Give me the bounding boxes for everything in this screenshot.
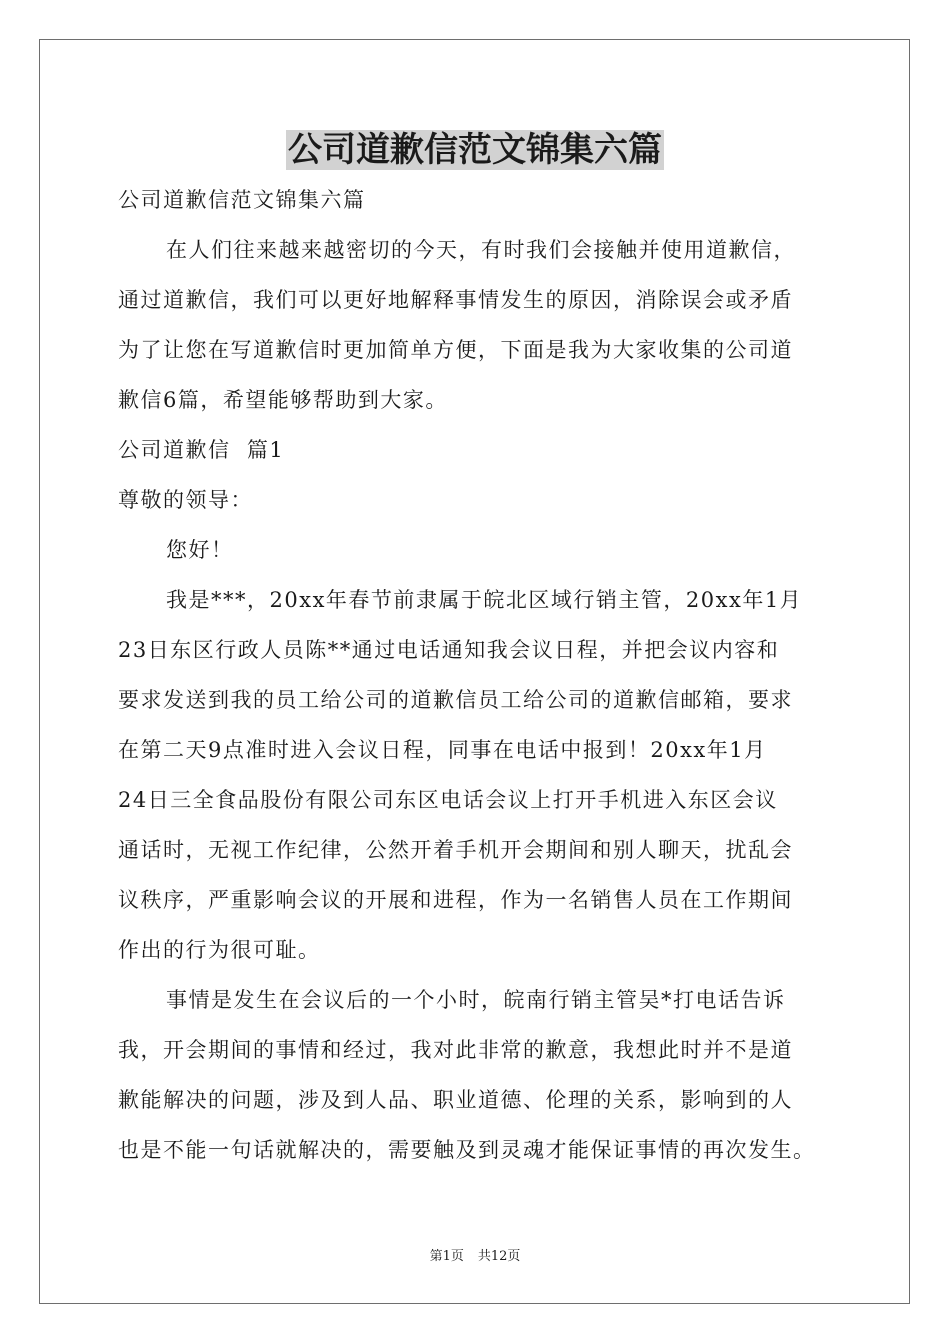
paragraph-line: 作出的行为很可耻。 [118,938,321,962]
paragraph-line: 24日三全食品股份有限公司东区电话会议上打开手机进入东区会议 [118,788,778,812]
document-title-text: 公司道歉信范文锦集六篇 [288,130,662,170]
paragraph-line: 歉能解决的问题，涉及到人品、职业道德、伦理的关系，影响到的人 [118,1088,793,1112]
paragraph-line: 议秩序，严重影响会议的开展和进程，作为一名销售人员在工作期间 [118,888,793,912]
paragraph-line: 23日东区行政人员陈**通过电话通知我会议日程，并把会议内容和 [118,638,780,662]
paragraph-line: 通话时，无视工作纪律，公然开着手机开会期间和别人聊天，扰乱会 [118,838,793,862]
subtitle-line: 公司道歉信范文锦集六篇 [118,188,366,212]
intro-line: 在人们往来越来越密切的今天，有时我们会接触并使用道歉信， [166,238,796,262]
page-number: 第1页 [429,1249,464,1264]
page-total: 共12页 [477,1249,521,1264]
paragraph-line: 也是不能一句话就解决的，需要触及到灵魂才能保证事情的再次发生。 [118,1138,816,1162]
paragraph-line: 要求发送到我的员工给公司的道歉信员工给公司的道歉信邮箱，要求 [118,688,793,712]
paragraph-line: 我，开会期间的事情和经过，我对此非常的歉意，我想此时并不是道 [118,1038,793,1062]
intro-line: 歉信6篇，希望能够帮助到大家。 [118,388,448,412]
greeting: 您好！ [166,538,234,562]
paragraph-line: 在第二天9点准时进入会议日程，同事在电话中报到！20xx年1月 [118,738,767,762]
paragraph-line: 事情是发生在会议后的一个小时，皖南行销主管吴*打电话告诉 [166,988,786,1012]
intro-line: 通过道歉信，我们可以更好地解释事情发生的原因，消除误会或矛盾 [118,288,793,312]
paragraph-line: 我是***，20xx年春节前隶属于皖北区域行销主管，20xx年1月 [166,588,803,612]
intro-line: 为了让您在写道歉信时更加简单方便，下面是我为大家收集的公司道 [118,338,793,362]
section-heading: 公司道歉信 篇1 [118,438,285,462]
document-title [0,124,950,176]
document-body [118,175,842,1175]
salutation: 尊敬的领导： [118,488,253,512]
page-footer [0,1248,950,1266]
